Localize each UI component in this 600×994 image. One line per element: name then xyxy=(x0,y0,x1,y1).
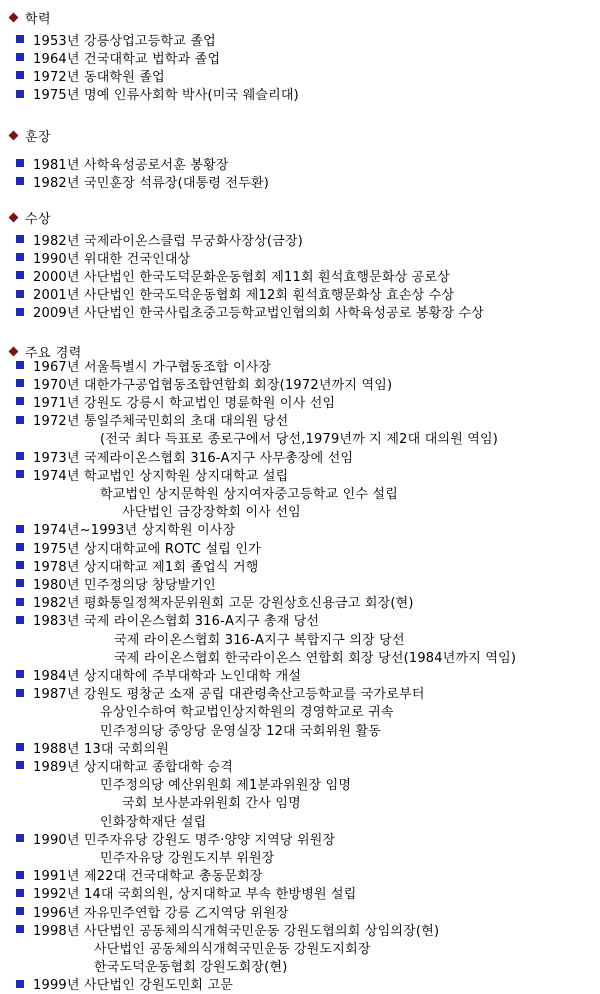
section-title: 수상 xyxy=(25,211,52,227)
list-item xyxy=(16,230,303,248)
list-item-text: 1978년 상지대학교 제1회 졸업식 거행 xyxy=(33,559,259,575)
list-item-continuation xyxy=(100,720,381,738)
list-item xyxy=(16,154,229,172)
list-item-continuation xyxy=(100,775,351,793)
list-item xyxy=(16,520,235,538)
section-heading xyxy=(8,126,51,144)
list-item-text: 1983년 국제 라이온스협회 316-A지구 총재 당선 xyxy=(33,614,320,630)
square-bullet-icon xyxy=(16,90,24,98)
square-bullet-icon xyxy=(16,889,24,897)
list-item-continuation xyxy=(100,483,398,501)
list-item-text: 1990년 민주자유당 강원도 명주·양양 지역당 위원장 xyxy=(33,832,336,848)
square-bullet-icon xyxy=(16,452,24,460)
square-bullet-icon xyxy=(16,470,24,478)
list-item-text: 1990년 위대한 건국인대상 xyxy=(33,251,191,267)
square-bullet-icon xyxy=(16,290,24,298)
list-item xyxy=(16,374,392,392)
list-item-text: 1967년 서울특별시 가구협동조합 이사장 xyxy=(33,359,272,375)
square-bullet-icon xyxy=(16,35,24,43)
list-item-continuation xyxy=(94,938,371,956)
list-item-text: 1999년 사단법인 강원도민회 고문 xyxy=(33,978,233,994)
list-item xyxy=(16,538,261,556)
list-item-text: 1992년 14대 국회의원, 상지대학교 부속 한방병원 설립 xyxy=(33,887,357,903)
square-bullet-icon xyxy=(16,761,24,769)
list-item xyxy=(16,447,353,465)
list-item xyxy=(16,48,220,66)
list-item xyxy=(16,756,233,774)
list-item-text: 인화장학재단 설립 xyxy=(100,814,207,830)
list-item-text: 한국도덕운동협회 강원도회장(현) xyxy=(94,960,288,976)
list-item xyxy=(16,611,319,629)
square-bullet-icon xyxy=(16,689,24,697)
list-item xyxy=(16,593,414,611)
square-bullet-icon xyxy=(16,579,24,587)
square-bullet-icon xyxy=(16,271,24,279)
list-item-text: 1998년 사단법인 공동체의식개혁국민운동 강원도협의회 상임의장(현) xyxy=(33,923,440,939)
list-item-continuation xyxy=(122,502,301,520)
list-item-text: 1975년 상지대학교에 ROTC 설립 인가 xyxy=(33,541,261,557)
square-bullet-icon xyxy=(16,525,24,533)
section-heading xyxy=(8,208,51,226)
diamond-icon xyxy=(9,130,19,140)
square-bullet-icon xyxy=(16,71,24,79)
list-item-continuation xyxy=(100,811,206,829)
diamond-icon xyxy=(9,346,19,356)
list-item xyxy=(16,303,484,321)
square-bullet-icon xyxy=(16,670,24,678)
square-bullet-icon xyxy=(16,379,24,387)
list-item xyxy=(16,172,269,190)
list-item-text: 1973년 국제라이온스협회 316-A지구 사무총장에 선임 xyxy=(33,450,354,466)
square-bullet-icon xyxy=(16,159,24,167)
list-item xyxy=(16,392,335,410)
square-bullet-icon xyxy=(16,871,24,879)
list-item-text: 1953년 강릉상업고등학교 졸업 xyxy=(33,33,216,49)
square-bullet-icon xyxy=(16,907,24,915)
square-bullet-icon xyxy=(16,53,24,61)
list-item-text: 1982년 국민훈장 석류장(대통령 전두환) xyxy=(33,175,270,191)
list-item-text: 사단법인 금강장학회 이사 선임 xyxy=(122,505,301,521)
list-item xyxy=(16,884,357,902)
list-item-continuation xyxy=(100,429,498,447)
list-item xyxy=(16,465,288,483)
list-item-text: 1964년 건국대학교 법학과 졸업 xyxy=(33,51,221,67)
list-item-continuation xyxy=(94,957,288,975)
list-item xyxy=(16,556,259,574)
list-item-text: 2000년 사단법인 한국도덕문화운동협회 제11회 훤석효행문화상 공로상 xyxy=(33,269,450,285)
square-bullet-icon xyxy=(16,598,24,606)
list-item-text: 1981년 사학육성공로서훈 봉황장 xyxy=(33,157,229,173)
list-item-text: 국회 보사분과위원회 간사 임명 xyxy=(122,796,301,812)
list-item-text: 1989년 상지대학교 종합대학 승격 xyxy=(33,759,233,775)
square-bullet-icon xyxy=(16,743,24,751)
square-bullet-icon xyxy=(16,308,24,316)
list-item-text: 2009년 사단법인 한국사립초중고등학교법인협의회 사학육성공로 봉황장 수상 xyxy=(33,306,485,322)
list-item xyxy=(16,902,289,920)
list-item xyxy=(16,66,165,84)
list-item-text: 1972년 동대학원 졸업 xyxy=(33,69,165,85)
list-item-text: 국제 라이온스협회 316-A지구 복합지구 의장 당선 xyxy=(114,632,405,648)
list-item xyxy=(16,684,425,702)
list-item xyxy=(16,285,454,303)
square-bullet-icon xyxy=(16,980,24,988)
list-item-text: 1971년 강원도 강릉시 학교법인 명륜학원 이사 선임 xyxy=(33,395,336,411)
list-item-continuation xyxy=(114,629,405,647)
list-item-continuation xyxy=(100,702,394,720)
square-bullet-icon xyxy=(16,616,24,624)
list-item-text: 민주정의당 중앙당 운영실장 12대 국회위원 활동 xyxy=(100,723,382,739)
list-item xyxy=(16,665,301,683)
list-item xyxy=(16,866,263,884)
list-item-text: 1984년 상지대학에 주부대학과 노인대학 개설 xyxy=(33,668,302,684)
list-item-continuation xyxy=(100,847,275,865)
list-item xyxy=(16,248,190,266)
list-item-text: 1974년~1993년 상지학원 이사장 xyxy=(33,523,236,539)
diamond-icon xyxy=(9,12,19,22)
list-item-text: 1991년 제22대 건국대학교 총동문회장 xyxy=(33,869,263,885)
square-bullet-icon xyxy=(16,925,24,933)
list-item-continuation xyxy=(122,793,301,811)
list-item xyxy=(16,738,169,756)
square-bullet-icon xyxy=(16,361,24,369)
list-item-text: 1970년 대한가구공업협동조합연합회 회장(1972년까지 역임) xyxy=(33,377,393,393)
square-bullet-icon xyxy=(16,253,24,261)
list-item xyxy=(16,85,299,103)
list-item-text: (전국 최다 득표로 종로구에서 당선,1979년까 지 제2대 대의원 역임) xyxy=(100,432,499,448)
list-item-text: 학교법인 상지문학원 상지여자중고등학교 인수 설립 xyxy=(100,486,399,502)
list-item-text: 1982년 국제라이온스클럽 무궁화사장상(금장) xyxy=(33,233,303,249)
square-bullet-icon xyxy=(16,235,24,243)
square-bullet-icon xyxy=(16,561,24,569)
square-bullet-icon xyxy=(16,543,24,551)
list-item-text: 1972년 통일주체국민회의 초대 대의원 당선 xyxy=(33,414,289,430)
list-item-text: 사단법인 공동체의식개혁국민운동 강원도지회장 xyxy=(94,941,371,957)
list-item-text: 1980년 민주정의당 창당발기인 xyxy=(33,577,216,593)
list-item xyxy=(16,30,216,48)
list-item xyxy=(16,356,271,374)
list-item-text: 민주자유당 강원도지부 위원장 xyxy=(100,850,275,866)
square-bullet-icon xyxy=(16,397,24,405)
square-bullet-icon xyxy=(16,177,24,185)
list-item xyxy=(16,829,335,847)
square-bullet-icon xyxy=(16,416,24,424)
list-item-continuation xyxy=(114,647,516,665)
section-heading xyxy=(8,8,51,26)
list-item xyxy=(16,920,439,938)
square-bullet-icon xyxy=(16,834,24,842)
list-item-text: 1987년 강원도 평창군 소재 공립 대관령축산고등학교를 국가로부터 xyxy=(33,687,425,703)
section-title: 학력 xyxy=(25,11,52,27)
section-title: 주요 경력 xyxy=(25,345,82,361)
list-item-text: 1974년 학교법인 상지학원 상지대학교 설립 xyxy=(33,468,289,484)
list-item-text: 유상인수하여 학교법인상지학원의 경영학교로 귀속 xyxy=(100,705,394,721)
list-item-text: 1975년 명예 인류사회학 박사(미국 웨슬리대) xyxy=(33,88,299,104)
list-item-text: 2001년 사단법인 한국도덕운동협회 제12회 훤석효행문화상 효손상 수상 xyxy=(33,288,455,304)
list-item-text: 1982년 평화통일정책자문위원회 고문 강원상호신용금고 회장(현) xyxy=(33,596,414,612)
list-item-text: 민주정의당 예산위원회 제1분과위원장 임명 xyxy=(100,778,352,794)
list-item xyxy=(16,266,450,284)
list-item xyxy=(16,411,288,429)
list-item xyxy=(16,574,216,592)
list-item-text: 1996년 자유민주연합 강릉 乙지역당 위원장 xyxy=(33,905,289,921)
section-title: 훈장 xyxy=(25,129,52,145)
list-item-text: 1988년 13대 국회의원 xyxy=(33,741,170,757)
diamond-icon xyxy=(9,212,19,222)
list-item-text: 국제 라이온스협회 한국라이온스 연합회 회장 당선(1984년까지 역임) xyxy=(114,650,517,666)
list-item xyxy=(16,975,233,993)
